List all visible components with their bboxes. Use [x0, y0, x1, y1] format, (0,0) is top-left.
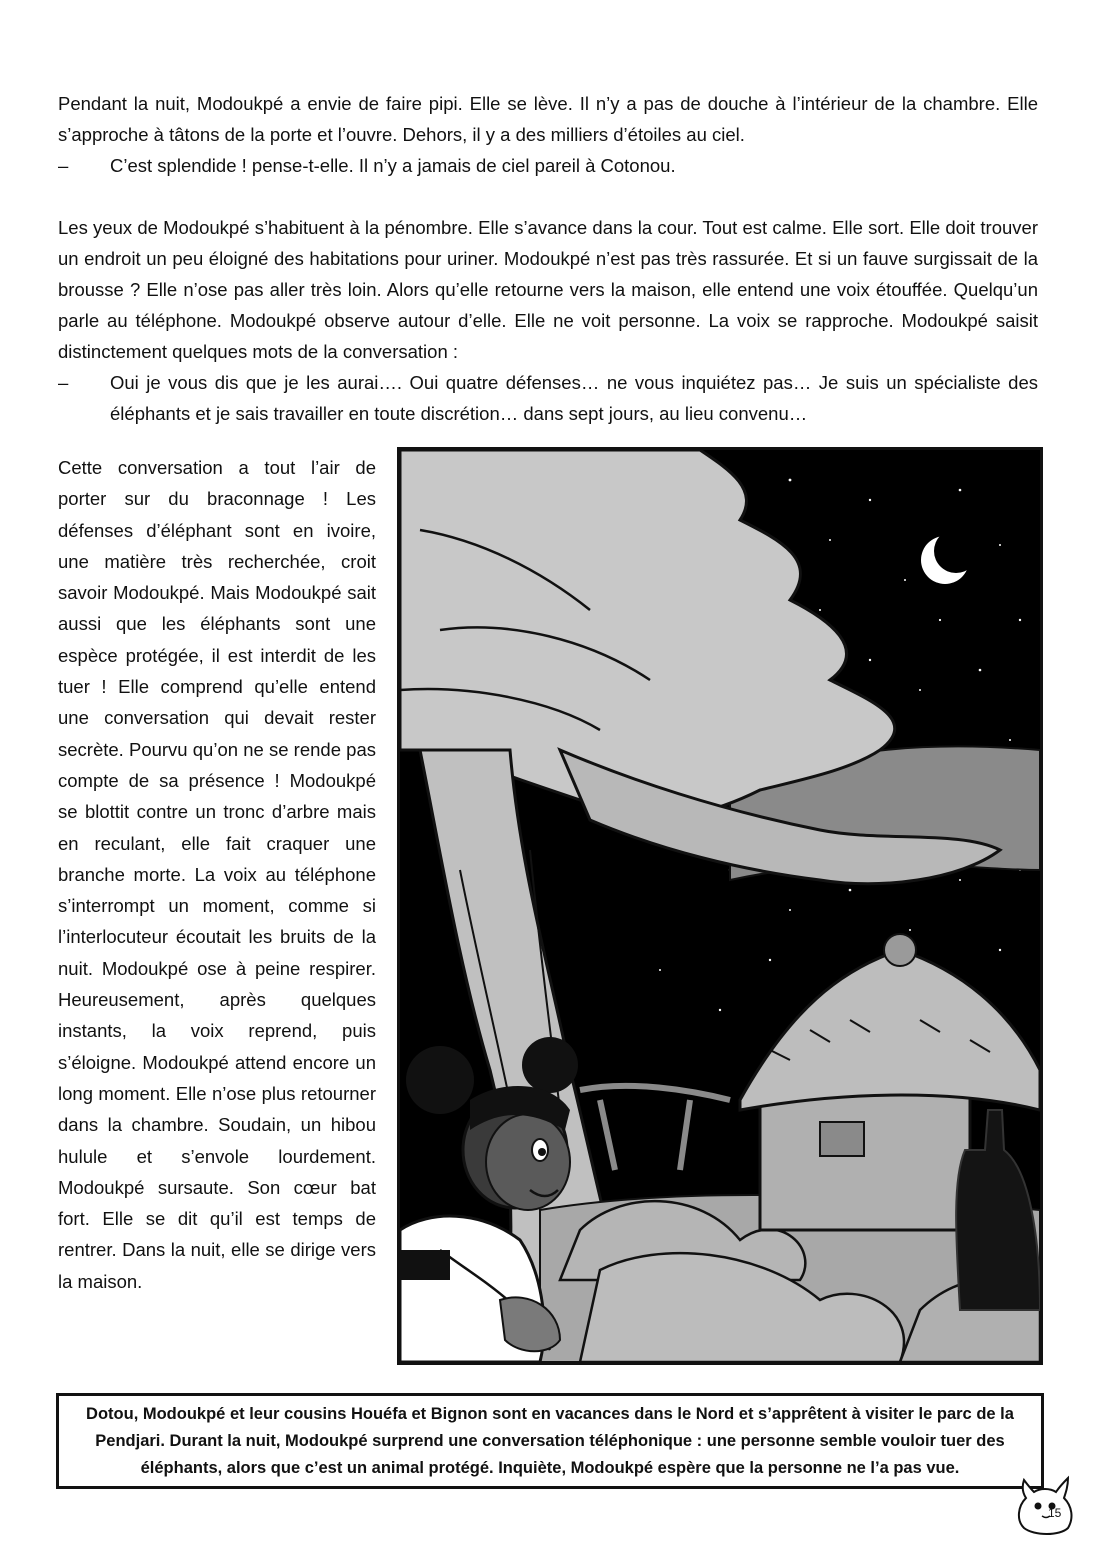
mascot-icon [1010, 1470, 1080, 1540]
story-paragraph-2: Les yeux de Modoukpé s’habituent à la pénombre. Elle s’avance dans la cour. Tout est calme. Elle sort. Elle doit trouver un endroit un peu éloigné des habitations pour uriner. Modoukpé n’est pas très rassurée. Et si un fauve surgissait de la brousse ? Elle n’ose pas aller très loin. Alors qu’elle retourne vers la maison, elle entend une voix étouffée. Quelqu’un parle au téléphone. Modoukpé observe autour d’elle. Elle ne voit personne. La voix se rapproche. Modoukpé saisit distinctement quelques mots de la conversation : [58, 217, 1038, 362]
dialogue-text-2: Oui je vous dis que je les aurai…. Oui quatre défenses… ne vous inquiétez pas… Je suis un spécialiste des éléphants et je sais travailler en toute discrétion… dans sept jours, au lieu convenu… [110, 372, 1038, 424]
chapter-summary-box [56, 1393, 1044, 1489]
night-scene-illustration [397, 447, 1043, 1365]
story-paragraph-1: Pendant la nuit, Modoukpé a envie de faire pipi. Elle se lève. Il n’y a pas de douche à l’intérieur de la chambre. Elle s’approche à tâtons de la porte et l’ouvre. Dehors, il y a des milliers d’étoiles au ciel. [58, 93, 1038, 145]
dialogue-dash: – [58, 155, 69, 176]
dialogue-text-1: C’est splendide ! pense-t-elle. Il n’y a jamais de ciel pareil à Cotonou. [110, 155, 676, 176]
page-number: 15 [1048, 1506, 1062, 1520]
story-paragraph-3: Cette conversation a tout l’air de porter sur du braconnage ! Les défenses d’éléphant sont en ivoire, une matière très recherchée, croit savoir Modoukpé. Mais Modoukpé sait aussi que les éléphants sont une espèce protégée, il est interdit de les tuer ! Elle comprend qu’elle entend une conversation qui devait rester secrète. Pourvu qu’on ne se rende pas compte de sa présence ! Modoukpé se blottit contre un tronc d’arbre mais en reculant, elle fait craquer une branche morte. La voix au téléphone s’interrompt un moment, comme si l’interlocuteur écoutait les bruits de la nuit. Modoukpé ose à peine respirer. Heureusement, après quelques instants, la voix reprend, puis s’éloigne. Modoukpé attend encore un long moment. Elle n’ose plus retourner dans la chambre. Soudain, un hibou hulule et s’envole lourdement. Modoukpé sursaute. Son cœur bat fort. Elle se dit qu’il est temps de rentrer. Dans la nuit, elle se dirige vers la maison. [58, 457, 376, 1292]
chapter-summary-text: Dotou, Modoukpé et leur cousins Houéfa et Bignon sont en vacances dans le Nord et s’apprêtent à visiter le parc de la Pendjari. Durant la nuit, Modoukpé surprend une conversation téléphonique : une personne semble vouloir tuer des éléphants, alors que c’est un animal protégé. Inquiète, Modoukpé espère que la personne ne l’a pas vue. [86, 1404, 1014, 1477]
dialogue-dash: – [58, 372, 69, 393]
dialogue-line-1 [58, 150, 1038, 181]
page-number-mascot [1010, 1470, 1080, 1540]
comic-panel-art [400, 450, 1040, 1362]
dialogue-line-2 [58, 367, 1038, 429]
